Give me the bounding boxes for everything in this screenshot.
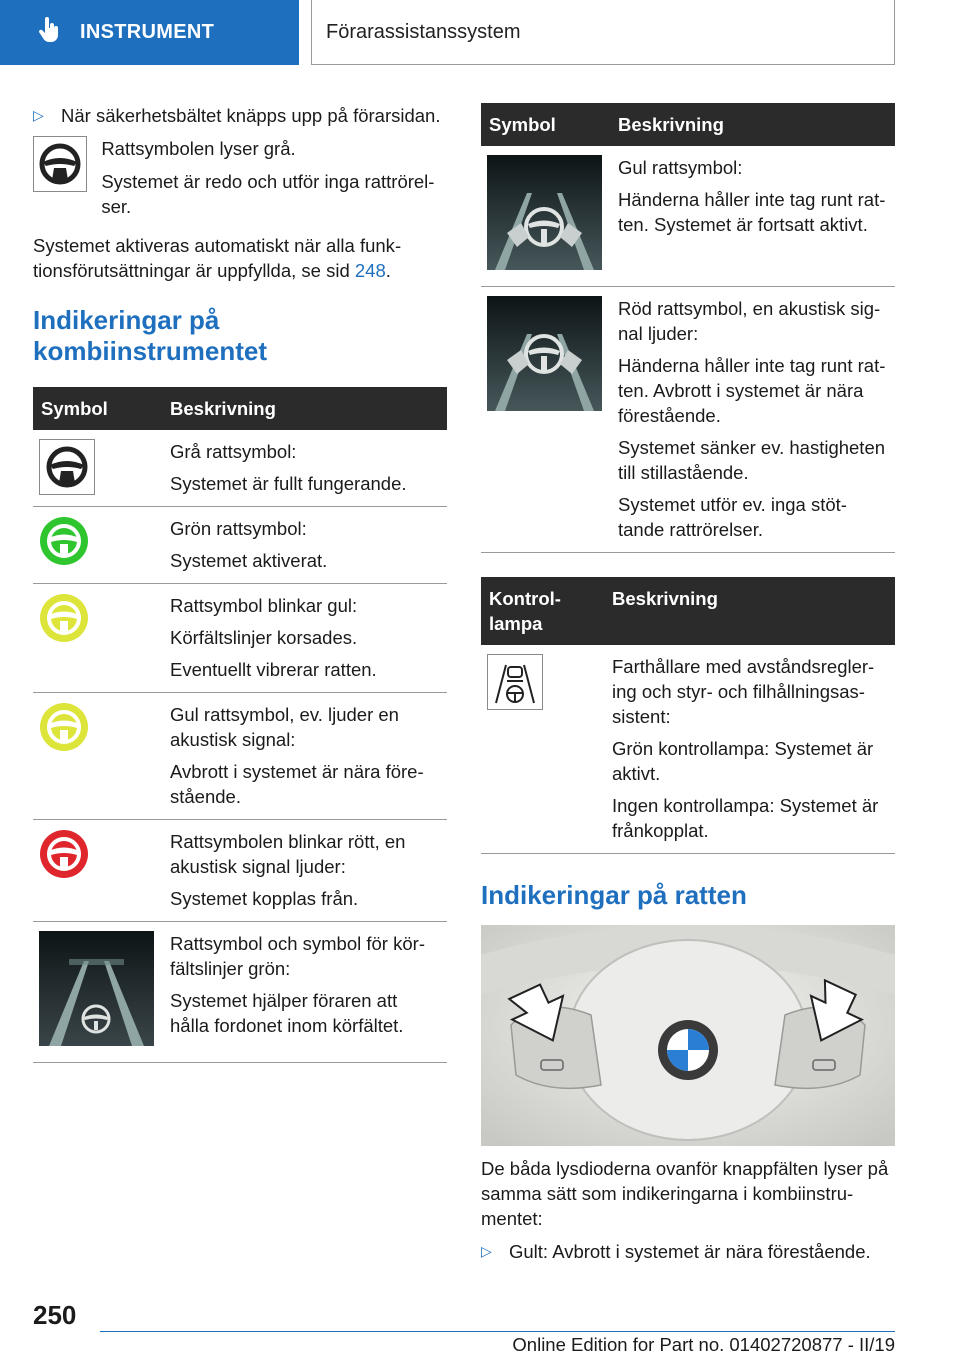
col-description: Beskrivning bbox=[604, 577, 895, 645]
grey-state-line1: Rattsymbolen lyser grå. bbox=[101, 138, 296, 159]
section-label: INSTRUMENT bbox=[80, 21, 215, 43]
col-symbol: Symbol bbox=[33, 387, 162, 430]
steering-wheel-photo bbox=[481, 925, 895, 1146]
left-column bbox=[33, 103, 447, 1063]
bullet-text: När säkerhetsbältet knäpps upp på förarsidan. bbox=[61, 105, 441, 126]
table-row: Rattsymbolen blinkar rött, en akustisk signal ljuder: Systemet kopplas från. bbox=[33, 820, 447, 922]
section-heading: Indikeringar på kombiinstrumentet bbox=[33, 305, 268, 366]
auto-activation-text: Systemet aktiveras automatiskt när alla funktionsförutsättningar är uppfyllda, se sid 248. bbox=[33, 235, 402, 281]
edition-text: Online Edition for Part no. 01402720877 - II/19 bbox=[512, 1334, 895, 1355]
finger-pointer-icon bbox=[38, 17, 60, 48]
section-heading: Indikeringar på ratten bbox=[481, 880, 747, 910]
footer-divider bbox=[100, 1331, 895, 1332]
steering-wheel-icon bbox=[39, 829, 89, 879]
steering-wheel-icon bbox=[39, 593, 89, 643]
cluster-indicator-table bbox=[33, 387, 447, 1063]
lane-assist-icon bbox=[487, 654, 543, 710]
grey-state-line2: Systemet är redo och utför inga rattrörelser. bbox=[101, 171, 435, 217]
col-description: Beskrivning bbox=[610, 103, 895, 146]
hands-off-wheel-icon bbox=[487, 155, 602, 270]
table-row: Gul rattsymbol: Händerna håller inte tag runt ratten. Systemet är fortsatt aktivt. bbox=[481, 146, 895, 287]
list-item bbox=[33, 103, 447, 128]
table-row: Rattsymbol och symbol för körfältslinjer grön: Systemet hjälper föraren att hålla fordonet inom körfältet. bbox=[33, 922, 447, 1063]
steering-wheel-icon bbox=[33, 136, 87, 192]
section-tab[interactable] bbox=[0, 0, 299, 65]
page-link[interactable]: 248 bbox=[354, 260, 386, 281]
grey-state-block bbox=[33, 136, 447, 227]
hands-off-table bbox=[481, 103, 895, 553]
table-row: Gul rattsymbol, ev. ljuder en akustisk signal: Avbrott i systemet är nära förestående. bbox=[33, 693, 447, 820]
steering-wheel-icon bbox=[39, 516, 89, 566]
page-number: 250 bbox=[33, 1300, 77, 1330]
steering-wheel-icon bbox=[39, 702, 89, 752]
steering-wheel-icon bbox=[39, 439, 95, 495]
table-row: Grå rattsymbol: Systemet är fullt fungerande. bbox=[33, 430, 447, 507]
triangle-bullet-icon: ▷ bbox=[481, 1243, 492, 1259]
table-row: Grön rattsymbol: Systemet aktiverat. bbox=[33, 507, 447, 584]
lane-assist-icon bbox=[39, 931, 154, 1046]
right-column bbox=[481, 103, 895, 1264]
control-lamp-table bbox=[481, 577, 895, 854]
list-item bbox=[481, 1239, 895, 1264]
table-row: Röd rattsymbol, en akustisk signal ljuder: Händerna håller inte tag runt ratten. Avbrott i systemet är nära förestående. Systemet sänker ev. hastigheten till stillastående. Systemet utför ev. inga stöttande rattrörelser. bbox=[481, 287, 895, 553]
table-row: Rattsymbol blinkar gul: Körfältslinjer korsades. Eventuellt vibrerar ratten. bbox=[33, 584, 447, 693]
col-symbol: Symbol bbox=[481, 103, 610, 146]
bullet-text: Gult: Avbrott i systemet är nära förestående. bbox=[509, 1241, 871, 1262]
triangle-bullet-icon: ▷ bbox=[33, 107, 44, 123]
chapter-title: Förarassistanssystem bbox=[311, 0, 895, 65]
hands-off-wheel-icon bbox=[487, 296, 602, 411]
col-description: Beskrivning bbox=[162, 387, 447, 430]
led-description: De båda lysdioderna ovanför knappfälten lyser på samma sätt som indikeringarna i kombiinstrumentet: bbox=[481, 1158, 889, 1229]
col-control-lamp: Kontrollampa bbox=[481, 577, 604, 645]
table-row: Farthållare med avståndsreglering och styr- och filhållningsassistent: Grön kontrollampa: Systemet är aktivt. Ingen kontrollampa: Systemet är frånkopplat. bbox=[481, 645, 895, 854]
